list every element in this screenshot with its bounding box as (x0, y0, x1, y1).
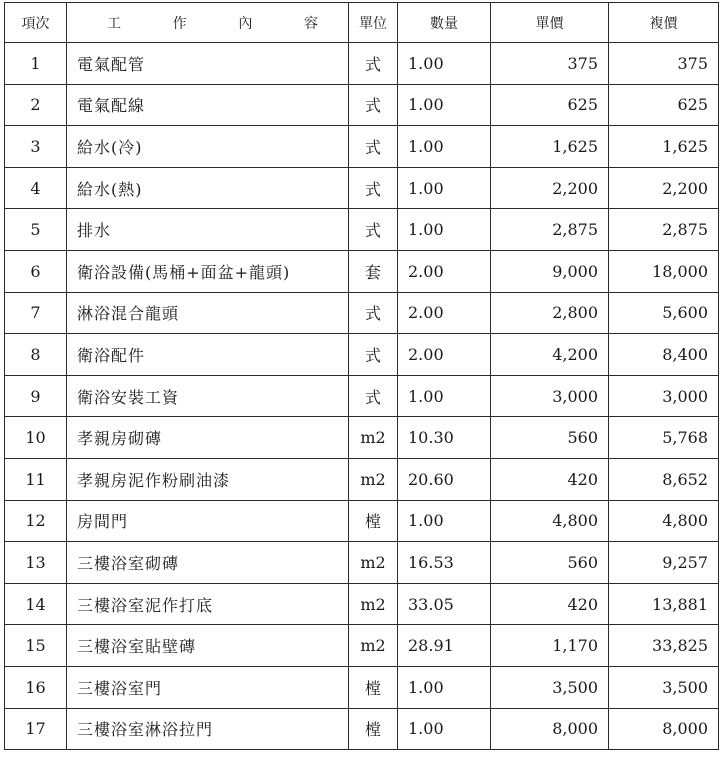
cell-item-no: 1 (5, 43, 67, 85)
header-desc-char: 工 (107, 15, 121, 32)
cell-total-price: 9,257 (609, 542, 719, 584)
cell-unit: m2 (349, 417, 398, 459)
table-row (5, 334, 719, 376)
cell-unit-price: 375 (491, 43, 609, 85)
cell-quantity: 28.91 (398, 625, 491, 667)
table-row (5, 500, 719, 542)
cell-quantity: 2.00 (398, 250, 491, 292)
cell-description: 三樓浴室泥作打底 (67, 583, 349, 625)
cell-total-price: 5,600 (609, 292, 719, 334)
cell-description: 淋浴混合龍頭 (67, 292, 349, 334)
cell-item-no: 4 (5, 167, 67, 209)
cell-unit-price: 4,200 (491, 334, 609, 376)
cell-unit-price: 560 (491, 417, 609, 459)
cell-description: 衛浴配件 (67, 334, 349, 376)
cell-item-no: 17 (5, 708, 67, 750)
cell-quantity: 33.05 (398, 583, 491, 625)
cell-item-no: 9 (5, 375, 67, 417)
cell-description: 給水(熱) (67, 167, 349, 209)
cell-item-no: 13 (5, 542, 67, 584)
cell-description: 排水 (67, 209, 349, 251)
cell-quantity: 1.00 (398, 43, 491, 85)
table-row (5, 583, 719, 625)
cell-unit: m2 (349, 542, 398, 584)
cell-quantity: 1.00 (398, 375, 491, 417)
cell-unit: 套 (349, 250, 398, 292)
cell-quantity: 1.00 (398, 209, 491, 251)
header-desc-char: 作 (172, 15, 187, 32)
cell-unit-price: 4,800 (491, 500, 609, 542)
cell-item-no: 6 (5, 250, 67, 292)
cell-item-no: 11 (5, 458, 67, 500)
table-row (5, 84, 719, 126)
cell-unit: 樘 (349, 500, 398, 542)
cell-total-price: 4,800 (609, 500, 719, 542)
cell-quantity: 2.00 (398, 292, 491, 334)
cell-unit-price: 560 (491, 542, 609, 584)
cell-unit: 式 (349, 167, 398, 209)
cell-item-no: 14 (5, 583, 67, 625)
table-row (5, 167, 719, 209)
cell-description: 孝親房砌磚 (67, 417, 349, 459)
cell-total-price: 8,000 (609, 708, 719, 750)
cell-unit-price: 420 (491, 583, 609, 625)
cell-item-no: 8 (5, 334, 67, 376)
cell-unit: m2 (349, 583, 398, 625)
cell-unit-price: 1,170 (491, 625, 609, 667)
header-desc-char: 容 (303, 15, 318, 32)
cell-unit: 式 (349, 334, 398, 376)
cell-description: 三樓浴室砌磚 (67, 542, 349, 584)
cell-unit-price: 9,000 (491, 250, 609, 292)
table-row (5, 209, 719, 251)
cell-unit: 式 (349, 126, 398, 168)
cell-total-price: 13,881 (609, 583, 719, 625)
cell-item-no: 16 (5, 666, 67, 708)
cell-quantity: 1.00 (398, 167, 491, 209)
cell-quantity: 1.00 (398, 708, 491, 750)
cell-total-price: 2,200 (609, 167, 719, 209)
table-row (5, 43, 719, 85)
cell-unit-price: 1,625 (491, 126, 609, 168)
cell-quantity: 20.60 (398, 458, 491, 500)
cell-total-price: 8,400 (609, 334, 719, 376)
table-row (5, 666, 719, 708)
cell-quantity: 1.00 (398, 84, 491, 126)
cell-unit: m2 (349, 458, 398, 500)
cell-unit-price: 3,500 (491, 666, 609, 708)
quotation-table (4, 2, 719, 750)
cell-unit: 式 (349, 43, 398, 85)
header-total-price: 複價 (609, 3, 719, 43)
cell-item-no: 5 (5, 209, 67, 251)
cell-total-price: 18,000 (609, 250, 719, 292)
cell-total-price: 3,500 (609, 666, 719, 708)
cell-total-price: 375 (609, 43, 719, 85)
cell-total-price: 2,875 (609, 209, 719, 251)
cell-quantity: 16.53 (398, 542, 491, 584)
cell-description: 衛浴設備(馬桶+面盆+龍頭) (67, 250, 349, 292)
cell-unit-price: 625 (491, 84, 609, 126)
cell-unit: 樘 (349, 708, 398, 750)
header-row (5, 3, 719, 43)
cell-unit: 式 (349, 209, 398, 251)
cell-quantity: 1.00 (398, 500, 491, 542)
table-row (5, 250, 719, 292)
cell-description: 孝親房泥作粉刷油漆 (67, 458, 349, 500)
cell-item-no: 15 (5, 625, 67, 667)
cell-unit-price: 8,000 (491, 708, 609, 750)
table-row (5, 417, 719, 459)
table-row (5, 292, 719, 334)
cell-total-price: 3,000 (609, 375, 719, 417)
cell-unit-price: 420 (491, 458, 609, 500)
cell-description: 衛浴安裝工資 (67, 375, 349, 417)
cell-unit: 式 (349, 292, 398, 334)
cell-unit-price: 2,875 (491, 209, 609, 251)
cell-description: 三樓浴室淋浴拉門 (67, 708, 349, 750)
cell-quantity: 1.00 (398, 666, 491, 708)
cell-description: 三樓浴室貼壁磚 (67, 625, 349, 667)
cell-unit: 式 (349, 375, 398, 417)
table-row (5, 126, 719, 168)
table-row (5, 542, 719, 584)
cell-item-no: 3 (5, 126, 67, 168)
header-description (67, 3, 349, 43)
cell-description: 電氣配線 (67, 84, 349, 126)
cell-item-no: 7 (5, 292, 67, 334)
header-desc-char: 內 (238, 15, 253, 32)
cell-item-no: 12 (5, 500, 67, 542)
cell-total-price: 1,625 (609, 126, 719, 168)
header-item-no: 項次 (5, 3, 67, 43)
table-row (5, 625, 719, 667)
header-quantity: 數量 (398, 3, 491, 43)
cell-description: 電氣配管 (67, 43, 349, 85)
cell-unit: 樘 (349, 666, 398, 708)
cell-unit: 式 (349, 84, 398, 126)
header-unit: 單位 (349, 3, 398, 43)
cell-total-price: 5,768 (609, 417, 719, 459)
cell-description: 三樓浴室門 (67, 666, 349, 708)
cell-unit-price: 2,200 (491, 167, 609, 209)
cell-description: 給水(冷) (67, 126, 349, 168)
cell-item-no: 10 (5, 417, 67, 459)
cell-unit: m2 (349, 625, 398, 667)
cell-total-price: 33,825 (609, 625, 719, 667)
header-unit-price: 單價 (491, 3, 609, 43)
table-row (5, 458, 719, 500)
cell-item-no: 2 (5, 84, 67, 126)
cell-quantity: 1.00 (398, 126, 491, 168)
cell-quantity: 2.00 (398, 334, 491, 376)
cell-unit-price: 2,800 (491, 292, 609, 334)
table-row (5, 708, 719, 750)
cell-unit-price: 3,000 (491, 375, 609, 417)
cell-total-price: 625 (609, 84, 719, 126)
cell-quantity: 10.30 (398, 417, 491, 459)
table-row (5, 375, 719, 417)
cell-total-price: 8,652 (609, 458, 719, 500)
cell-description: 房間門 (67, 500, 349, 542)
